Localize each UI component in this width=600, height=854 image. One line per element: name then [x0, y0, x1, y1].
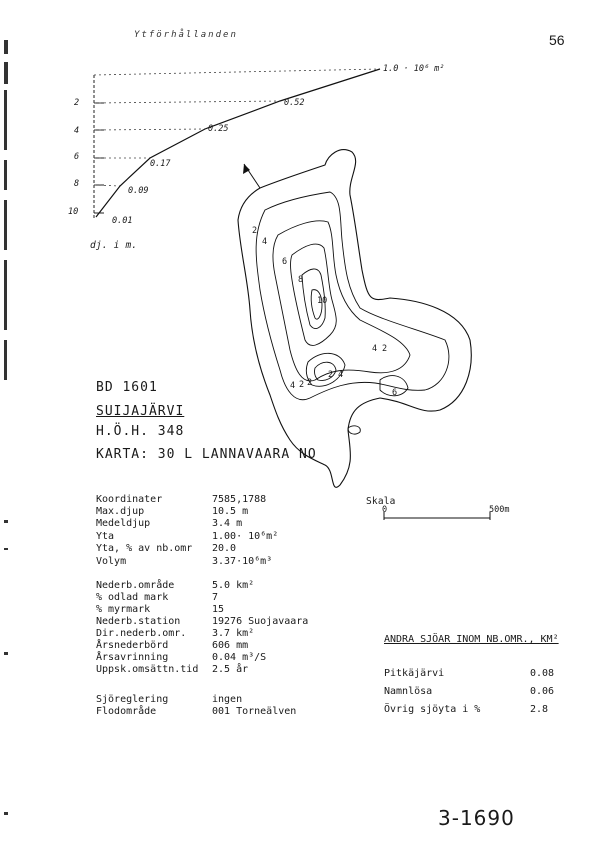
map-sheet: KARTA: 30 L LANNAVAARA NO — [96, 447, 317, 462]
contour-label: 2 — [307, 378, 313, 388]
property-label: Yta, % av nb.omr — [96, 543, 193, 554]
property-label: Volym — [96, 556, 127, 567]
scale-title: Skala — [366, 496, 396, 507]
contour-label: 2 — [328, 370, 334, 380]
property-value: 7585,1788 — [212, 494, 267, 505]
contour-label: 4 — [338, 370, 344, 380]
area-label: 0.01 — [112, 216, 133, 226]
contour-label: 6 — [392, 388, 398, 398]
other-lake-name: Övrig sjöyta i % — [384, 704, 481, 715]
property-value: 10.5 m — [212, 506, 249, 517]
lake-elevation: H.Ö.H. 348 — [96, 424, 185, 439]
area-label: 0.52 — [284, 98, 305, 108]
property-value: 3.37·10⁶m³ — [212, 556, 273, 567]
catchment-label: Uppsk.omsättn.tid — [96, 664, 199, 675]
depth-caption: dj. i m. — [90, 240, 138, 251]
catchment-label: Årsavrinning — [96, 652, 169, 663]
contour-label: 10 — [317, 296, 328, 306]
depth-tick: 4 — [74, 126, 80, 136]
property-value: 1.00· 10⁶m² — [212, 531, 279, 542]
scale-end: 500m — [489, 505, 510, 515]
other-lake-value: 0.06 — [530, 686, 555, 697]
depth-tick: 6 — [74, 152, 80, 162]
catchment-label: % myrmark — [96, 604, 151, 615]
contour-label: 2 — [382, 344, 388, 354]
property-value: 20.0 — [212, 543, 237, 554]
depth-tick: 10 — [68, 207, 79, 217]
regulation-label: Flodområde — [96, 706, 157, 717]
regulation-value: 001 Torneälven — [212, 706, 297, 717]
catchment-value: 19276 Suojavaara — [212, 616, 309, 627]
other-lakes-title: ANDRA SJÖAR INOM NB.OMR., KM² — [384, 634, 559, 645]
scale-bar — [380, 508, 500, 522]
contour-label: 2 — [299, 380, 305, 390]
depth-tick: 2 — [74, 98, 80, 108]
catchment-value: 0.04 m³/S — [212, 652, 267, 663]
catchment-value: 2.5 år — [212, 664, 249, 675]
property-label: Medeldjup — [96, 518, 151, 529]
catchment-value: 15 — [212, 604, 225, 615]
lake-id: BD 1601 — [96, 380, 158, 395]
handwritten-note: 3-1690 — [438, 806, 515, 830]
property-label: Max.djup — [96, 506, 145, 517]
catchment-value: 7 — [212, 592, 219, 603]
other-lake-value: 0.08 — [530, 668, 555, 679]
area-label: 0.09 — [128, 186, 149, 196]
catchment-label: % odlad mark — [96, 592, 169, 603]
regulation-value: ingen — [212, 694, 243, 705]
regulation-label: Sjöreglering — [96, 694, 169, 705]
catchment-label: Nederb.station — [96, 616, 181, 627]
area-label: 0.25 — [208, 124, 229, 134]
page-number: 56 — [549, 32, 565, 48]
contour-label: 4 — [290, 381, 296, 391]
contour-label: 4 — [372, 344, 378, 354]
catchment-value: 3.7 km² — [212, 628, 255, 639]
contour-label: 6 — [282, 257, 288, 267]
section-header: Ytförhållanden — [134, 30, 238, 40]
area-label: 0.17 — [150, 159, 171, 169]
contour-label: 2 — [252, 226, 258, 236]
scale-start: 0 — [382, 505, 388, 515]
other-lake-name: Namnlösa — [384, 686, 433, 697]
property-label: Yta — [96, 531, 115, 542]
catchment-label: Dir.nederb.omr. — [96, 628, 187, 639]
property-label: Koordinater — [96, 494, 163, 505]
contour-label: 8 — [298, 275, 304, 285]
contour-label: 4 — [262, 237, 268, 247]
other-lake-name: Pitkäjärvi — [384, 668, 445, 679]
other-lake-value: 2.8 — [530, 704, 549, 715]
property-value: 3.4 m — [212, 518, 243, 529]
catchment-label: Årsnederbörd — [96, 640, 169, 651]
depth-tick: 8 — [74, 179, 80, 189]
catchment-label: Nederb.område — [96, 580, 175, 591]
catchment-value: 5.0 km² — [212, 580, 255, 591]
area-label-top: 1.0 · 10⁶ m² — [383, 64, 445, 74]
catchment-value: 606 mm — [212, 640, 249, 651]
lake-name: SUIJAJÄRVI — [96, 404, 185, 419]
